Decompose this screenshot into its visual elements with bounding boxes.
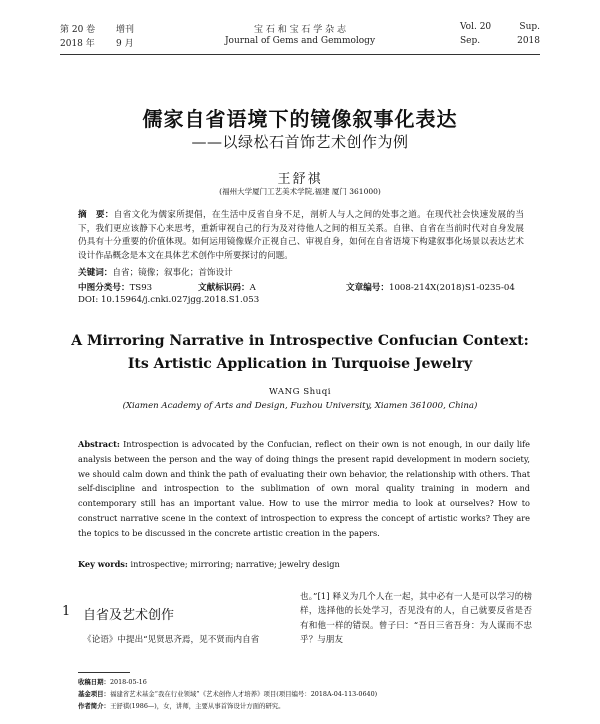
footnotes (78, 676, 533, 713)
title-en-line1: A Mirroring Narrative in Introspective Confucian Context: (71, 333, 529, 349)
keywords-cn-text: 自省；镜像；叙事化；首饰设计 (112, 268, 233, 278)
affiliation-cn: (福州大学厦门工艺美术学院,福建 厦门 361000) (219, 187, 381, 196)
received-value: 2018-05-16 (109, 678, 147, 686)
subtitle-cn: ——以绿松石首饰艺术创作为例 (191, 133, 409, 151)
title-en (0, 330, 600, 376)
keywords-en (78, 559, 530, 569)
doc-code-value: A (249, 283, 256, 293)
footnote-fund (78, 688, 533, 700)
title-cn: 儒家自省语境下的镜像叙事化表达 (142, 107, 458, 131)
header-supplement-text: 增刊 (116, 25, 135, 35)
author-cn: 王舒祺 (277, 172, 323, 187)
header-sup-en-text: Sup. (519, 22, 540, 32)
article-no-value: 1008-214X(2018)S1-0235-04 (388, 283, 515, 293)
article-no (346, 281, 515, 293)
fund-value: 福建省艺术基金“我在行业领域”《艺术创作人才培养》项目(项目编号：2018A-04-113-0640) (109, 690, 378, 699)
body-text-right: 也。”[1] 释义为几个人在一起，其中必有一人是可以学习的榜样，选择他的长处学习，否见没有的人，自己就要反省是否有和他一样的错误。曾子曰：“吾日三省吾身：为人谋而不忠乎？与朋友 (300, 592, 532, 646)
keywords-en-label: Key words: (78, 559, 128, 569)
abstract-en (78, 437, 530, 541)
footnote-received (78, 676, 533, 688)
received-label: 收稿日期： (78, 678, 110, 686)
abstract-cn-text: 自省文化为儒家所提倡，在生活中反省自身不足，剖析人与人之间的处事之道。在现代社会快速发展的当下，我们更应该静下心来思考，重新审视自己的行为及对待他人之间的相互关系。自律、自省在当前时代对自身发展仍具有十分重要的价值体现。如何运用镜像媒介正视自己、审视自身，如何在自省语境下构建叙事化场景以表达艺术设计作品概念是本文在具体艺术创作中所要探讨的问题。 (78, 210, 524, 261)
fund-label: 基金项目： (78, 690, 110, 699)
bio-label: 作者简介： (78, 702, 110, 711)
keywords-cn (78, 266, 524, 278)
author-en: WANG Shuqi (269, 387, 331, 397)
header-date-en (460, 36, 540, 46)
abstract-en-label: Abstract: (78, 439, 120, 449)
clc-value: TS93 (129, 283, 153, 293)
header-year-text: 2018 年 (60, 39, 95, 49)
header-year-en-text: 2018 (517, 36, 540, 46)
article-no-label: 文章编号： (346, 283, 389, 293)
doc-code (198, 281, 256, 293)
abstract-en-text: Introspection is advocated by the Confucian, reflect on their own is not enough, in our daily life analysis between the person and the way of doing things the present rapid development in modern society, we should calm down and think the path of evaluating their own behavior, the relationship with others. That self-discipline and introspection to the sublimation of own moral quality training in modern and contemporary still has an important value. How to use the mirror media to look at ourselves? How to construct narrative scene in the context of introspection to express the concept of artistic works? They are the topics to be discussed in the concrete artistic creation in the papers. (78, 439, 531, 538)
bio-value: 王舒祺(1986—)，女，讲师，主要从事首饰设计方面的研究。 (109, 702, 285, 711)
keywords-cn-label: 关键词： (78, 268, 113, 278)
abstract-cn (78, 209, 524, 263)
section-title: 自省及艺术创作 (83, 608, 175, 623)
header-month-en-text: Sep. (460, 36, 481, 46)
classification-row (78, 281, 524, 293)
header-vol-en (460, 22, 540, 32)
header-volume-text: 第 20 卷 (60, 25, 96, 35)
header-vol-en-text: Vol. 20 (460, 22, 492, 32)
body-text-left: 《论语》中提出“见贤思齐焉，见不贤而内自省 (83, 635, 260, 645)
footnote-rule (78, 672, 130, 673)
header-journal-en: Journal of Gems and Gemmology (224, 36, 376, 46)
header-rule (60, 54, 540, 55)
header-month-text: 9 月 (116, 39, 134, 49)
doc-code-label: 文献标识码： (198, 283, 250, 293)
abstract-cn-label: 摘 要： (78, 210, 114, 220)
doi: DOI: 10.15964/j.cnki.027jgg.2018.S1.053 (78, 295, 260, 305)
header-journal-cn: 宝 石 和 宝 石 学 杂 志 (253, 25, 347, 35)
affiliation-en: (Xiamen Academy of Arts and Design, Fuzhou University, Xiamen 361000, China) (122, 401, 478, 411)
section-number: 1 (62, 604, 71, 619)
title-en-line2: Its Artistic Application in Turquoise Jewelry (127, 356, 473, 372)
footnote-bio (78, 700, 533, 712)
clc-label: 中图分类号： (78, 283, 130, 293)
keywords-en-text: introspective; mirroring; narrative; jewelry design (130, 559, 340, 569)
